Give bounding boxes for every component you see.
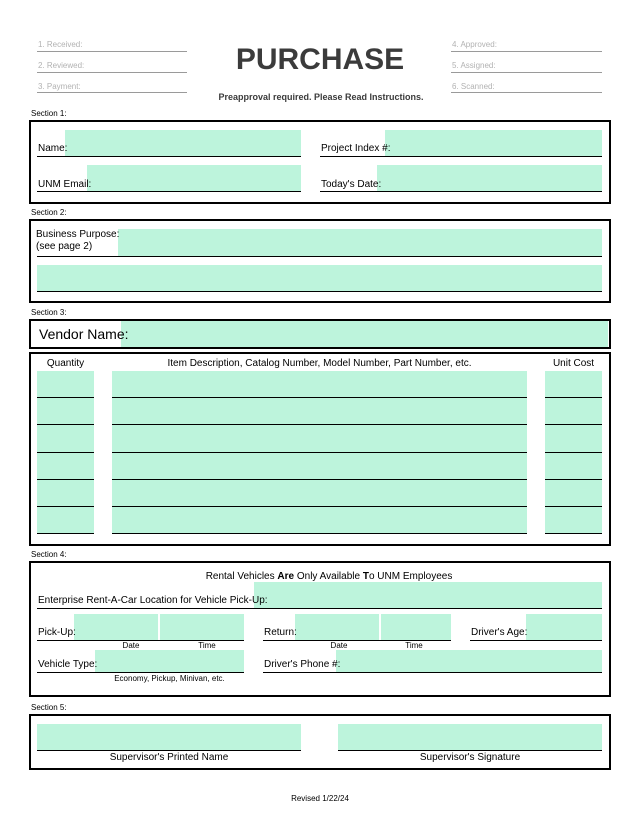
description-header: Item Description, Catalog Number, Model Number, Part Number, etc. bbox=[167, 358, 472, 369]
quantity-field-row-6[interactable] bbox=[37, 507, 94, 533]
tracking-reviewed-line[interactable] bbox=[37, 72, 187, 73]
pickup-date-caption: Date bbox=[122, 641, 140, 650]
business-purpose-field[interactable] bbox=[118, 229, 602, 256]
unit-cost-header: Unit Cost bbox=[552, 358, 595, 369]
vehicle-type-underline bbox=[37, 672, 244, 673]
unm-email-label: UNM Email: bbox=[38, 179, 92, 190]
project-index-underline bbox=[320, 156, 602, 157]
name-label: Name: bbox=[38, 143, 68, 154]
supervisor-signature-field[interactable] bbox=[338, 724, 602, 750]
name-field[interactable] bbox=[65, 130, 301, 156]
enterprise-location-field[interactable] bbox=[254, 582, 602, 608]
vehicle-type-label: Vehicle Type: bbox=[38, 659, 98, 670]
supervisor-signature-label: Supervisor's Signature bbox=[419, 752, 521, 763]
section3-header: Section 3: bbox=[31, 308, 67, 317]
description-field-row-2[interactable] bbox=[112, 398, 527, 424]
tracking-approved-label: 4. Approved: bbox=[452, 40, 497, 49]
tracking-received-line[interactable] bbox=[37, 51, 187, 52]
section4-header: Section 4: bbox=[31, 550, 67, 559]
quantity-field-row-4[interactable] bbox=[37, 453, 94, 479]
rental-title-to: T bbox=[362, 571, 369, 582]
unm-email-field[interactable] bbox=[87, 165, 301, 191]
tracking-assigned-line[interactable] bbox=[451, 72, 602, 73]
description-field-row-3[interactable] bbox=[112, 425, 527, 451]
return-time-field[interactable] bbox=[381, 614, 451, 640]
unm-email-underline bbox=[37, 191, 301, 192]
business-purpose-label: Business Purpose: bbox=[36, 229, 120, 240]
vendor-name-label: Vendor Name: bbox=[39, 326, 129, 342]
supervisor-signature-underline bbox=[338, 750, 602, 751]
page-subtitle: Preapproval required. Please Read Instructions. bbox=[218, 92, 424, 102]
tracking-payment-label: 3. Payment: bbox=[38, 82, 81, 91]
tracking-reviewed-label: 2. Reviewed: bbox=[38, 61, 85, 70]
quantity-field-row-1[interactable] bbox=[37, 371, 94, 397]
todays-date-label: Today's Date: bbox=[321, 179, 382, 190]
unit-cost-field-row-5[interactable] bbox=[545, 480, 602, 506]
business-purpose-line2-underline bbox=[37, 291, 602, 292]
unit-cost-field-row-6[interactable] bbox=[545, 507, 602, 533]
pickup-time-caption: Time bbox=[198, 641, 216, 650]
project-index-label: Project Index #: bbox=[321, 143, 391, 154]
tracking-received-label: 1. Received: bbox=[38, 40, 83, 49]
drivers-age-field[interactable] bbox=[526, 614, 602, 640]
see-page-note: (see page 2) bbox=[36, 241, 93, 252]
enterprise-location-label: Enterprise Rent-A-Car Location for Vehicle Pick-Up: bbox=[38, 595, 268, 606]
business-purpose-line2-field[interactable] bbox=[37, 265, 602, 291]
rental-title-part3: Only Available bbox=[294, 571, 363, 582]
todays-date-underline bbox=[320, 191, 602, 192]
drivers-phone-underline bbox=[263, 672, 602, 673]
section2-header: Section 2: bbox=[31, 208, 67, 217]
rental-title-are: Are bbox=[277, 571, 295, 582]
supervisor-printed-name-field[interactable] bbox=[37, 724, 301, 750]
drivers-phone-field[interactable] bbox=[336, 650, 602, 672]
vehicle-type-field[interactable] bbox=[95, 650, 244, 672]
business-purpose-underline bbox=[37, 256, 602, 257]
rental-title-part1: Rental Vehicles bbox=[205, 571, 278, 582]
tracking-scanned-label: 6. Scanned: bbox=[452, 82, 495, 91]
section5-header: Section 5: bbox=[31, 703, 67, 712]
pickup-date-field[interactable] bbox=[74, 614, 158, 640]
pickup-time-field[interactable] bbox=[160, 614, 244, 640]
description-underline-row-6 bbox=[112, 533, 527, 534]
quantity-field-row-2[interactable] bbox=[37, 398, 94, 424]
return-time-caption: Time bbox=[405, 641, 423, 650]
rental-title-part5: o UNM Employees bbox=[368, 571, 453, 582]
quantity-underline-row-6 bbox=[37, 533, 94, 534]
drivers-age-label: Driver's Age: bbox=[471, 627, 528, 638]
unit-cost-underline-row-6 bbox=[545, 533, 602, 534]
description-field-row-4[interactable] bbox=[112, 453, 527, 479]
description-field-row-5[interactable] bbox=[112, 480, 527, 506]
page-title: PURCHASE bbox=[235, 43, 405, 76]
vehicle-type-note: Economy, Pickup, Minivan, etc. bbox=[114, 674, 225, 683]
tracking-approved-line[interactable] bbox=[451, 51, 602, 52]
supervisor-printed-name-underline bbox=[37, 750, 301, 751]
name-underline bbox=[37, 156, 301, 157]
supervisor-printed-name-label: Supervisor's Printed Name bbox=[109, 752, 229, 763]
description-field-row-1[interactable] bbox=[112, 371, 527, 397]
revision-footer: Revised 1/22/24 bbox=[291, 794, 349, 803]
quantity-field-row-5[interactable] bbox=[37, 480, 94, 506]
drivers-phone-label: Driver's Phone #: bbox=[264, 659, 341, 670]
description-field-row-6[interactable] bbox=[112, 507, 527, 533]
unit-cost-field-row-2[interactable] bbox=[545, 398, 602, 424]
return-label: Return: bbox=[264, 627, 297, 638]
project-index-field[interactable] bbox=[385, 130, 602, 156]
quantity-header: Quantity bbox=[46, 358, 85, 369]
enterprise-location-underline bbox=[37, 608, 602, 609]
todays-date-field[interactable] bbox=[377, 165, 602, 191]
tracking-assigned-label: 5. Assigned: bbox=[452, 61, 496, 70]
section1-header: Section 1: bbox=[31, 109, 67, 118]
drivers-age-underline bbox=[470, 640, 602, 641]
return-date-field[interactable] bbox=[295, 614, 379, 640]
quantity-field-row-3[interactable] bbox=[37, 425, 94, 451]
pickup-label: Pick-Up: bbox=[38, 627, 76, 638]
unit-cost-field-row-4[interactable] bbox=[545, 453, 602, 479]
unit-cost-field-row-1[interactable] bbox=[545, 371, 602, 397]
return-date-caption: Date bbox=[330, 641, 348, 650]
unit-cost-field-row-3[interactable] bbox=[545, 425, 602, 451]
vendor-name-field[interactable] bbox=[121, 321, 608, 347]
